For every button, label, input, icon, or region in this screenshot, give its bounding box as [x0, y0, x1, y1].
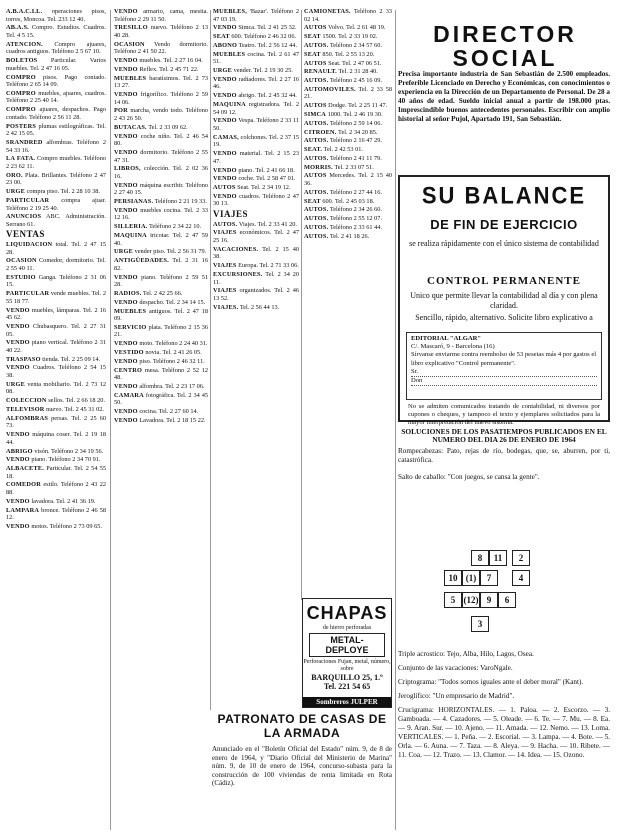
patronato-title: PATRONATO DE CASAS DE LA ARMADA: [217, 712, 387, 740]
solution-entry: Criptograma: "Todos somos iguales ante el deber moral" (Kant).: [398, 678, 584, 686]
grid-cell: (1): [462, 570, 480, 586]
classified-ad: VENDO dormitorio. Teléfono 2 55 47 31.: [114, 148, 208, 164]
classified-ad: OCASION Vendo dormitorio. Teléfono 2 41 50 22.: [114, 40, 208, 56]
classified-ad: PARTICULAR compra ajuar. Teléfono 2 19 25 40.: [6, 196, 106, 212]
puzzle-grid: [444, 550, 530, 646]
chapas-subtitle: de hierro perforadas: [322, 625, 372, 631]
column-rule: [210, 10, 211, 710]
chapas-title: CHAPAS: [306, 603, 388, 623]
classified-ad: MUEBLES cocina. Tel. 2 61 47 51.: [213, 50, 299, 66]
classified-ad: VIAJES económicos. Tel. 2 47 25 16.: [213, 229, 299, 245]
classified-ad: AUTOS. Teléfono 2 55 12 07.: [304, 215, 383, 223]
classified-ad: CENTRO mesa. Teléfono 2 52 12 48.: [114, 366, 208, 382]
classified-ad: SEAT 600. Tel. 2 45 03 18.: [304, 197, 375, 205]
coupon-field-don: Don: [411, 377, 597, 386]
classified-ad: AUTOS Seat. Tel. 2 34 19 12.: [213, 184, 291, 192]
classified-ad: ABONO Teatro. Tel. 2 56 12 44.: [213, 41, 298, 49]
classified-ad: VENDO muebles. Tel. 2 27 16 04.: [114, 57, 203, 65]
classified-ad: AUTOS Dodge. Tel. 2 25 11 47.: [304, 102, 388, 110]
classified-ad: VENDO coche niño. Tel. 2 46 54 80.: [114, 132, 208, 148]
classified-ad: CAMAS, colchones. Tel. 2 37 15 19.: [213, 133, 299, 149]
classified-ad: ALFOMBRAS persas. Tel. 2 25 60 73.: [6, 414, 106, 430]
director-title-line2: SOCIAL: [452, 45, 558, 71]
chapas-brand: METAL-DEPLOYE: [309, 633, 385, 657]
salto-caballo-solution: Salto de caballo: "Con juegos, se cansa la gente".: [398, 473, 540, 482]
classified-ad: LIQUIDACION total. Tel. 2 47 15 28.: [6, 241, 106, 256]
chapas-ad: [302, 598, 392, 708]
classified-ad: ORO. Plata. Brillantes. Teléfono 2 47 23 00.: [6, 171, 106, 187]
balance-subtitle: DE FIN DE EJERCICIO: [430, 217, 578, 232]
section-heading-viajes: VIAJES: [213, 209, 249, 220]
classified-ad: MAQUINA tricotar. Tel. 2 47 59 40.: [114, 232, 208, 247]
grid-cell: 11: [489, 550, 507, 566]
classified-ad: MAQUINA registradora. Tel. 2 54 09 12.: [213, 101, 299, 116]
rompecabezas-solution: Rompecabezas: Pato, rejas de río, bodegas, que, se, aburren, por ti, catastrófica.: [398, 447, 610, 465]
classified-ad: AUTOS. Teléfono 2 59 14 06.: [304, 119, 383, 127]
order-coupon: [406, 332, 602, 400]
classifieds-column-1: [6, 8, 106, 532]
classified-ad: OCASION Comedor, dormitorio. Tel. 2 55 40 11.: [6, 257, 106, 273]
classified-ad: MORRIS. Tel. 2 33 07 51.: [304, 163, 374, 171]
classified-ad: AUTOS. Teléfono 2 33 61 44.: [304, 223, 383, 231]
section-heading-ventas: VENTAS: [6, 229, 45, 240]
classified-ad: VACACIONES. Tel. 2 15 40 38.: [213, 245, 299, 261]
grid-cell: 6: [498, 592, 516, 608]
grid-cell: 5: [444, 592, 462, 608]
classified-ad: VENDO Lavadora. Tel. 2 18 15 22.: [114, 416, 206, 424]
classified-ad: VENDO Reflex. Tel. 2 45 71 22.: [114, 65, 199, 73]
balance-ad: [398, 175, 610, 426]
solution-entry: Jeroglífico: "Un empresario de Madrid".: [398, 692, 515, 700]
classified-ad: VENDO cuadros. Teléfono 2 47 30 13.: [213, 192, 299, 208]
classified-ad: SRANDRED alfombras. Teléfono 2 54 33 16.: [6, 139, 106, 154]
solution-entry: Crucigrama: HORIZONTALES. — 1. Paloa. — 2. Escorzo. — 3. Gamboada. — 4. Cazadores. — 5. Oleade. — 6. Te. — 7. Mu. — 8. Ea. — 9. Aran. Sur. — 10. Ajeno. — 11. Amada. — 12. Nemo. — 13. Loma. VERTICALES. — 1. Peña. — 2. Escorial. — 3. Lampa. — 4. Bote. — 5. Orla. — 6. Auna. — 7. Taza. — 8. Aleya. — 9. Hacha. — 10. Ribete. — 11. Coa. — 12. Trazo. — 13. Clamor. — 14. Idea. — 15. Ozono.: [398, 706, 610, 759]
classified-ad: AUTOS. Teléfono 2 34 26 60.: [304, 206, 383, 214]
classified-ad: VENDO Chubasquero. Tel. 2 27 31 05.: [6, 322, 106, 338]
classified-ad: LIBROS, colección. Tel. 2 02 36 16.: [114, 165, 208, 180]
classified-ad: SERVICIO plata. Teléfono 2 15 36 21.: [114, 323, 208, 339]
classified-ad: A.B.A.C.I.L. operaciones pisos, torres, Moncoa. Tel. 233 12 40.: [6, 8, 106, 23]
classified-ad: TRASPASO tienda. Tel. 2 25 09 14.: [6, 355, 101, 363]
balance-text-1: se realiza rápidamente con el único sistema de contabilidad: [409, 239, 599, 248]
classified-ad: VESTIDO novia. Tel. 2 41 26 05.: [114, 349, 202, 357]
classified-ad: ESTUDIO Ganga. Teléfono 2 31 06 15.: [6, 273, 106, 289]
classified-ad: MUEBLES antiguos. Tel. 2 47 18 09.: [114, 307, 208, 323]
coupon-address: C/. Mascaró, 9 - Barcelona (16): [411, 343, 495, 351]
classified-ad: VENDO Simca. Tel. 2 41 25 32.: [213, 24, 297, 32]
classified-ad: RADIOS. Tel. 2 42 25 66.: [114, 289, 183, 297]
grid-cell: 3: [471, 616, 489, 632]
classified-ad: AUTOS. Tel. 2 41 18 26.: [304, 232, 370, 240]
classified-ad: VENDO Vespa. Teléfono 2 33 11 50.: [213, 117, 299, 132]
classified-ad: VENDO frigorífico. Teléfono 2 59 14 06.: [114, 91, 208, 106]
classified-ad: VENDO coche. Tel. 2 58 47 01.: [213, 175, 296, 183]
classified-ad: VENDO Cuadros. Teléfono 2 54 15 38.: [6, 364, 106, 380]
coupon-field-sr: Sr.: [411, 368, 597, 377]
chapas-footer: Sombreros JULPER: [303, 697, 391, 707]
classified-ad: AUTOS. Teléfono 2 41 11 79.: [304, 154, 382, 162]
patronato-body: Anunciado en el "Boletín Oficial del Estado" núm. 9, de 8 de enero de 1964, y "Diario Oficial del Ministerio de Marina" núm. 9, de 10 de enero de 1964, concurso-subasta para la construcción de 100 viviendas de renta limitada en Rota (Cádiz).: [212, 745, 392, 788]
grid-cell: 9: [480, 592, 498, 608]
grid-cell: 4: [512, 570, 530, 586]
solution-entry: Conjunto de las vacaciones: VaroNgale.: [398, 664, 513, 672]
classified-ad: EXCURSIONES. Tel. 2 34 20 11.: [213, 270, 299, 286]
classified-ad: VENDO lavadora. Tel. 2 41 36 19.: [6, 497, 96, 505]
classified-ad: VENDO armario, cama, mesita. Teléfono 2 29 11 50.: [114, 8, 208, 23]
solution-entry: Triple acrostico: Tejo, Alba, Hilo, Lagos, Osea.: [398, 650, 534, 658]
balance-title: SU BALANCE: [421, 181, 587, 210]
classified-ad: VENDO moto. Teléfono 2 24 40 31.: [114, 340, 208, 348]
balance-text-3: Sencillo, rápido, alternativo. Solicite libro explicativo a: [415, 313, 593, 322]
classifieds-column-3: [213, 8, 299, 313]
classified-ad: POSTERS plumas estilográficas. Tel. 2 42 15 05.: [6, 122, 106, 138]
classified-ad: LAMPARA bronce. Teléfono 2 46 58 12.: [6, 506, 106, 522]
classified-ad: BUTACAS. Tel. 2 33 09 62.: [114, 123, 188, 131]
classified-ad: TELEVISOR nuevo. Tel. 2 45 31 02.: [6, 406, 104, 413]
balance-control: CONTROL PERMANENTE: [427, 275, 581, 287]
classified-ad: VIAJES. Tel. 2 56 44 13.: [213, 303, 280, 311]
classified-ad: COMPRO muebles, ajuares, cuadros. Teléfono 2 25 40 14.: [6, 89, 106, 105]
chapas-phone: Tel. 221 54 65: [323, 682, 371, 691]
classified-ad: SILLERIA. Teléfono 2 34 22 10.: [114, 223, 202, 231]
classified-ad: AB.A.S. Compro. Estudios. Cuadros. Tel. 4 5 15.: [6, 24, 106, 39]
classified-ad: VENDO piano. Teléfono 2 34 70 91.: [6, 456, 101, 464]
classified-ad: SEAT. Tel. 2 42 53 01.: [304, 146, 363, 154]
classified-ad: COLECCION sellos. Tel. 2 66 18 20.: [6, 397, 106, 405]
classified-ad: ATENCION. Compro ajuares, cuadros antiguos. Teléfono 2 5 67 10.: [6, 40, 106, 56]
classified-ad: VENDO piso. Teléfono 2 46 32 11.: [114, 357, 205, 365]
classified-ad: PARTICULAR vende muebles. Tel. 2 55 18 77.: [6, 290, 106, 305]
classified-ad: URGE venta mobiliario. Tel. 2 73 12 08.: [6, 380, 106, 396]
classified-ad: VENDO muebles cocina. Tel. 2 33 12 16.: [114, 206, 208, 222]
soluciones-more: [398, 650, 610, 765]
classified-ad: URGE compra piso. Tel. 2 28 10 38.: [6, 188, 100, 196]
classified-ad: VENDO abrigo. Tel. 2 45 32 44.: [213, 92, 297, 100]
classified-ad: VENDO máquina coser. Tel. 2 19 18 44.: [6, 431, 106, 446]
classified-ad: AUTOS Mercedes. Tel. 2 15 40 36.: [304, 172, 392, 188]
column-rule: [110, 10, 111, 830]
coupon-head: EDITORIAL "ALGAR": [411, 335, 482, 342]
classified-ad: VENDO muebles, lámparas. Tel. 2 16 45 62.: [6, 306, 106, 322]
classified-ad: COMEDOR estilo. Teléfono 2 43 22 88.: [6, 481, 106, 497]
classifieds-column-4: [304, 8, 392, 242]
classified-ad: POR marcha, vendo todo. Teléfono 2 43 26 50.: [114, 107, 208, 123]
classified-ad: SEAT 600. Teléfono 2 46 32 06.: [213, 33, 297, 41]
grid-cell: 8: [471, 550, 489, 566]
classified-ad: AUTOS. Teléfono 2 34 57 60.: [304, 41, 383, 49]
director-social-title: [400, 22, 610, 70]
grid-cell: 10: [444, 570, 462, 586]
classified-ad: VENDO piano vertical. Teléfono 2 31 40 22.: [6, 339, 106, 354]
classified-ad: ABRIGO visón. Teléfono 2 34 19 56.: [6, 447, 104, 455]
classified-ad: AUTOS. Teléfono 2 16 47 29.: [304, 137, 383, 145]
classified-ad: VENDO cocina. Tel. 2 27 60 14.: [114, 408, 199, 416]
classified-ad: ALBACETE. Particular. Tel. 2 54 55 18.: [6, 465, 106, 480]
classified-ad: MUEBLES, 'Bazar'. Teléfono 2 47 03 19.: [213, 8, 299, 23]
classified-ad: CAMIONETAS. Teléfono 2 33 02 14.: [304, 8, 392, 23]
classified-ad: VENDO radiadores. Tel. 2 27 16 46.: [213, 75, 299, 91]
chapas-desc: Perforaciones Fujan, metal, número, sobre: [303, 659, 391, 672]
balance-note: No se admiten comunicados tratando de contabilidad, ni diversos por cupones o cheques, y tampoco el texto y ejemplares solicitados para la mayor interpretación del nuevo sistema.: [408, 403, 600, 426]
balance-text-2: Unico que permite llevar la contabilidad al día y con plena claridad.: [410, 291, 598, 310]
coupon-text: Sírvanse enviarme contra reembolso de 53 pesetas más 4 por gastos el libro explicativo "Control permanente".: [411, 351, 597, 367]
classified-ad: URGE vender piso. Tel. 2 56 31 79.: [114, 248, 207, 256]
classified-ad: RENAULT. Tel. 2 31 28 40.: [304, 68, 378, 76]
classified-ad: VENDO despacho. Tel. 2 34 14 15.: [114, 298, 206, 306]
classified-ad: ANTIGÜEDADES. Tel. 2 31 16 82.: [114, 257, 208, 272]
classified-ad: AUTOS Volvo. Tel. 2 61 48 19.: [304, 24, 386, 32]
classified-ad: TRESILLO nuevo. Teléfono 2 13 40 28.: [114, 24, 208, 39]
classified-ad: VENDO material. Tel. 2 15 23 47.: [213, 150, 299, 165]
classified-ad: BOLETOS Particular. Varios muebles. Tel. 2 47 16 05.: [6, 57, 106, 72]
soluciones-heading: SOLUCIONES DE LOS PASATIEMPOS PUBLICADOS EN EL NUMERO DEL DIA 26 DE ENERO DE 1964: [401, 427, 607, 445]
classified-ad: SIMCA 1000. Tel. 2 46 19 30.: [304, 111, 383, 118]
classified-ad: AUTOS. Viajes. Tel. 2 33 41 20.: [213, 220, 297, 228]
classified-ad: LA FATA. Compro muebles. Teléfono 2 23 62 11.: [6, 155, 106, 170]
classified-ad: VENDO piano. Teléfono 2 59 51 28.: [114, 273, 208, 289]
director-social-body: Precisa importante industria de San Sebastián de 2.500 empleados. Preferible Licenciado en Derecho y Económicas, con conocimientos o experiencia en la Dirección de un Departamento de Personal. De 28 a 40 años de edad. Sueldo inicial anual a partir de 198.000 ptas. Imprescindible buenos antecedentes personales. Escribir con amplio historial al señor Pujol, Apartado 191, San Sebastián.: [398, 70, 610, 123]
classified-ad: CAMARA fotográfica. Tel. 2 34 45 50.: [114, 391, 208, 407]
classified-ad: URGE vender. Tel. 2 19 30 25.: [213, 67, 293, 75]
classified-ad: AUTOS. Teléfono 2 45 16 09.: [304, 77, 383, 85]
classified-ad: VENDO piano. Tel. 2 41 66 18.: [213, 166, 295, 174]
director-title-line1: DIRECTOR: [433, 21, 577, 47]
classified-ad: PERSIANAS. Teléfono 2 21 19 33.: [114, 198, 207, 206]
column-rule: [395, 10, 396, 830]
grid-cell: 2: [512, 550, 530, 566]
classified-ad: VIAJES organizados. Tel. 2 46 13 52.: [213, 287, 299, 302]
classifieds-column-2: [114, 8, 208, 426]
classified-ad: COMPRO ajuares, despachos. Pago contado. Teléfono 2 56 11 28.: [6, 106, 106, 121]
grid-cell: 7: [480, 570, 498, 586]
grid-cell: (12): [462, 592, 480, 608]
classified-ad: VENDO motos. Teléfono 2 73 09 65.: [6, 523, 102, 530]
classified-ad: MUEBLES baratísimos. Tel. 2 73 13 27.: [114, 74, 208, 90]
classified-ad: AUTOS Seat. Tel. 2 47 06 51.: [304, 59, 382, 67]
classified-ad: VENDO alfombra. Tel. 2 23 17 06.: [114, 382, 205, 390]
classified-ad: SEAT 850. Tel. 2 55 13 20.: [304, 50, 375, 58]
classified-ad: CITROEN. Tel. 2 34 20 85.: [304, 128, 378, 136]
classified-ad: VENDO máquina escribir. Teléfono 2 27 40 15.: [114, 181, 208, 197]
classified-ad: AUTOS. Teléfono 2 27 44 16.: [304, 188, 383, 196]
chapas-address: BARQUILLO 25, 1.º: [311, 673, 383, 682]
classified-ad: COMPRO pisos. Pago contado. Teléfono 2 65 14 09.: [6, 73, 106, 89]
classified-ad: AUTOMOVILES. Tel. 2 33 58 21.: [304, 85, 392, 101]
classified-ad: SEAT 1500. Tel. 2 33 19 02.: [304, 33, 378, 41]
classified-ad: ANUNCIOS ABC. Administración. Serrano 61.: [6, 213, 106, 228]
column-rule: [301, 10, 302, 600]
soluciones-block: [398, 428, 610, 482]
classified-ad: VIAJES Europa. Tel. 2 71 33 06.: [213, 262, 299, 270]
